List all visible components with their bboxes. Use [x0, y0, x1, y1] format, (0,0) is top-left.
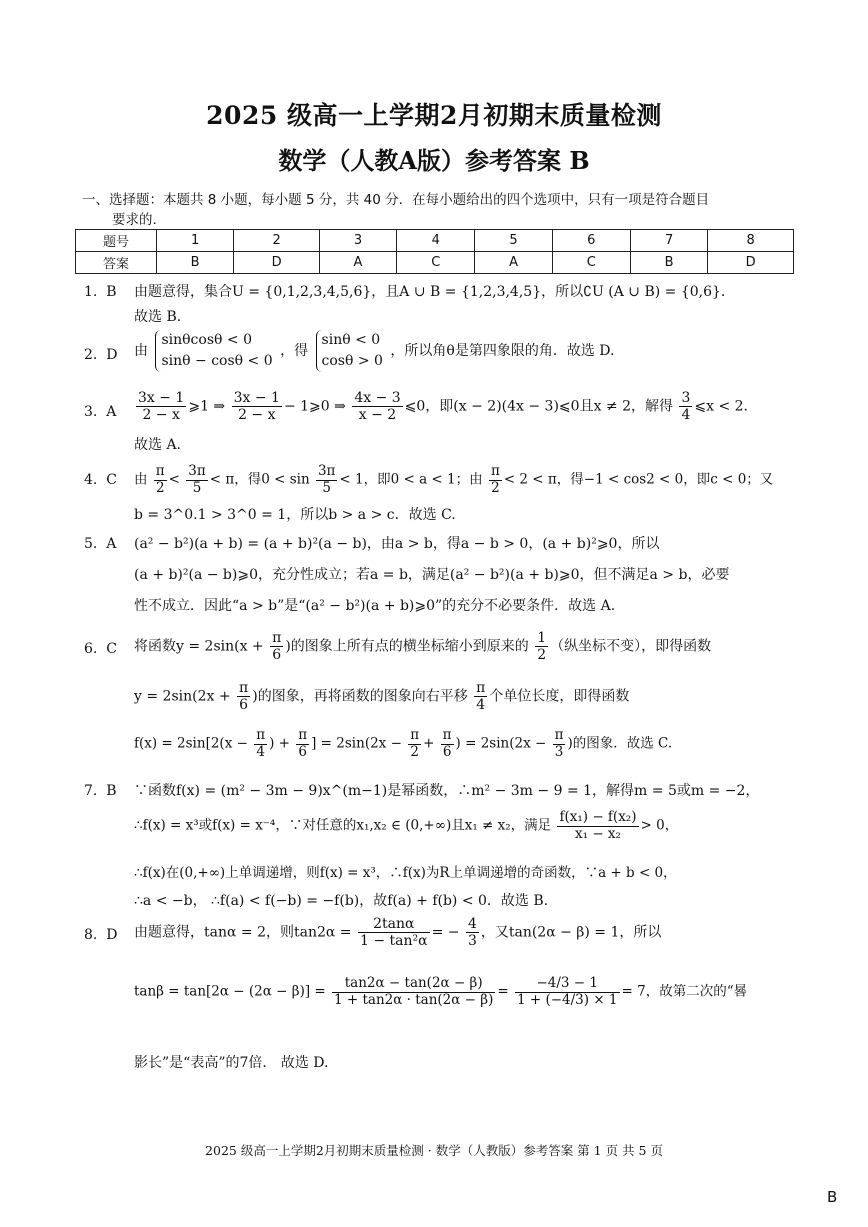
fraction: $\frac{4}{3}$	[467, 916, 477, 950]
solution-line: 性不成立．因此“a > b”是“(a² − b²)(a + b)⩾0”的充分不必要条件．故选 A.	[134, 598, 616, 614]
fraction: $\frac{4x - 3}{x - 2}$	[354, 390, 401, 424]
table-cell: D	[234, 252, 320, 274]
table-cell: A	[319, 252, 396, 274]
table-cell: 5	[475, 230, 552, 252]
table-cell: 6	[552, 230, 630, 252]
fraction: $\frac{1}{2}$	[537, 630, 547, 664]
fraction: $\frac{\pi}{6}$	[442, 727, 452, 760]
corner-mark: B	[827, 1188, 838, 1206]
solution-line: 影长”是“表高”的7倍． 故选 D.	[134, 1055, 329, 1071]
question-7: 7. B ∵函数f(x) = (m² − 3m − 9)x^(m−1)是幂函数，∴m² − 3m − 9 = 1，解得m = 5或m = −2， ∴f(x) = x³或f(x) = x⁻⁴，∵对任意的x₁,x₂ ∈ (0,+∞)且x₁ ≠ x₂，满足 $\frac{\text{f(x₁) − f(x₂)}}{\text{x₁ − x₂}}$ > 0， ∴f(x)在(0,+∞)上单调递增，则f(x) = x³，∴f(x)为R上单调递增的奇函数，∵a + b < 0， ∴a < −b， ∴f(a) < f(−b) = −f(b)，故f(a) + f(b) < 0．故选 B.	[84, 780, 794, 910]
solution-line: 由题意得，集合U = {0,1,2,3,4,5,6}，且A ∪ B = {1,2,3,4,5}，所以∁U (A ∪ B) = {0,6}．	[134, 284, 735, 300]
fraction: $\frac{\pi}{6}$	[298, 727, 308, 760]
question-5	[84, 533, 794, 617]
table-cell: C	[397, 252, 475, 274]
solution-line: ∴f(x)在(0,+∞)上单调递增，则f(x) = x³，∴f(x)为R上单调递增的奇函数，∵a + b < 0，	[134, 865, 677, 881]
page-subtitle: 数学（人教A版）参考答案 B	[278, 146, 590, 175]
fraction: $\frac{\pi}{2}$	[410, 727, 420, 760]
fraction: $\frac{3}{4}$	[681, 390, 691, 424]
fraction: $\frac{\text{f(x₁) − f(x₂)}}{\text{x₁ − x₂}}$	[559, 809, 637, 842]
table-cell: B	[157, 252, 234, 274]
fraction: $\frac{3\pi}{5}$	[317, 463, 336, 496]
question-2: 2. D 由 sinθcosθ < 0 sinθ − cosθ < 0 ，得 sinθ < 0 cosθ > 0 ，所以角θ是第四象限的角．故选 D.	[84, 330, 794, 382]
table-cell: 1	[157, 230, 234, 252]
solution-line: ∵函数f(x) = (m² − 3m − 9)x^(m−1)是幂函数，∴m² − 3m − 9 = 1，解得m = 5或m = −2，	[134, 783, 760, 799]
table-cell: D	[708, 252, 794, 274]
fraction: $\frac{\tan 2\alpha - \tan(2\alpha - \beta)}{1 + \tan 2\alpha \cdot \tan(2\alpha - \beta)}$	[334, 975, 494, 1008]
fraction: $\frac{\pi}{4}$	[256, 727, 266, 760]
section-intro-line2: 要求的.	[112, 212, 157, 228]
solution-line: b = 3^0.1 > 3^0 = 1，所以b > a > c．故选 C.	[134, 507, 456, 523]
fraction: $\frac{3x - 1}{2 - x}$	[233, 390, 280, 424]
question-number: 6. C	[84, 641, 117, 657]
row-label-answer: 答案	[76, 252, 157, 274]
solution-line: (a² − b²)(a + b) = (a + b)²(a − b)，由a > b，得a − b > 0，(a + b)²⩾0，所以	[134, 536, 660, 552]
question-number: 8. D	[84, 927, 118, 943]
question-6: 6. C 将函数y = 2sin(x + $\frac{\pi}{6}$ )的图象上所有点的横坐标缩小到原来的 $\frac{1}{2}$ （纵坐标不变），即得函数 y = 2sin(2x + $\frac{\pi}{6}$ )的图象，再将函数的图象向右平移 $\frac{\pi}{4}$ 个单位长度，即得函数 f(x) = 2sin[2(x − $\frac{\pi}{4}$ ) + $\frac{\pi}{6}$ ] = 2sin(2x − $\frac{\pi}{2}$ + $\frac{\pi}{6}$ ) = 2sin(2x − $\frac{\pi}{3}$ )的图象．故选 C.	[84, 630, 712, 760]
table-cell: 4	[397, 230, 475, 252]
solution-line: ∴a < −b， ∴f(a) < f(−b) = −f(b)，故f(a) + f(b) < 0．故选 B.	[134, 893, 549, 909]
section-intro-line1: 一、选择题：本题共 8 小题，每小题 5 分，共 40 分．在每小题给出的四个选项中，只有一项是符合题目	[82, 192, 710, 208]
fraction: $\frac{\pi}{3}$	[554, 727, 564, 760]
table-cell: 7	[631, 230, 708, 252]
table-cell: C	[552, 252, 630, 274]
table-cell: 3	[319, 230, 396, 252]
page-title: 2025 级高一上学期2月初期末质量检测	[206, 101, 662, 130]
fraction: $\frac{\pi}{6}$	[239, 680, 249, 714]
answer-table-answer-row	[76, 252, 794, 274]
equation-system: sinθcosθ < 0 sinθ − cosθ < 0	[155, 330, 272, 372]
table-cell: B	[631, 252, 708, 274]
row-label-number: 题号	[76, 230, 157, 252]
table-cell: 2	[234, 230, 320, 252]
question-8: 8. D 由题意得，tanα = 2，则tan2α = $\frac{2\tan\alpha}{\text{1 − tan²α}}$ = − $\frac{4}{3}$ ，又tan(2α − β) = 1，所以 tanβ = tan[2α − (2α − β)] = $\frac{\tan 2\alpha - \tan(2\alpha - \beta)}{1 + \tan 2\alpha \cdot \tan(2\alpha - \beta)}$ = $\frac{-4/3 - 1}{1 + (-4/3) \times 1}$ = 7，故第二次的“晷 影长”是“表高”的7倍． 故选 D.	[84, 916, 794, 1076]
solution-line: (a + b)²(a − b)⩾0，充分性成立；若a = b，满足(a² − b²)(a + b)⩾0，但不满足a > b，必要	[134, 567, 730, 583]
fraction: $\frac{3\pi}{5}$	[188, 463, 206, 496]
fraction: $\frac{\pi}{4}$	[476, 680, 486, 714]
question-4: 4. C 由 $\frac{\pi}{2}$ < $\frac{3\pi}{5}$ < π，得0 < sin $\frac{3\pi}{5}$ < 1，即0 < a < 1；由 $\frac{\pi}{2}$ < 2 < π，得−1 < cos2 < 0，即c < 0；又 b = 3^0.1 > 3^0 = 1，所以b > a > c．故选 C.	[84, 464, 794, 526]
table-cell: A	[475, 252, 552, 274]
question-number: 2. D	[84, 347, 118, 363]
fraction: $\frac{\pi}{2}$	[155, 463, 165, 496]
fraction: $\frac{\pi}{6}$	[272, 630, 282, 664]
page-footer: 2025 级高一上学期2月初期末质量检测 · 数学（人教版）参考答案 第 1 页 共 5 页	[205, 1143, 663, 1158]
fraction: $\frac{2\tan\alpha}{\text{1 − tan²α}}$	[359, 916, 428, 950]
equation-system: sinθ < 0 cosθ > 0	[316, 330, 383, 372]
question-number: 5. A	[84, 536, 117, 552]
fraction: $\frac{3x - 1}{2 - x}$	[138, 390, 185, 424]
solution-line: 故选 B.	[134, 309, 182, 325]
answer-table-number-row	[76, 230, 794, 252]
fraction: $\frac{-4/3 - 1}{1 + (-4/3) \times 1}$	[516, 975, 618, 1008]
fraction: $\frac{\pi}{2}$	[490, 463, 500, 496]
answer-table	[75, 229, 794, 274]
question-3: 3. A $\frac{3x - 1}{2 - x}$ ⩾1 ⇒ $\frac{3x - 1}{2 - x}$ − 1⩾0 ⇒ $\frac{4x - 3}{x - 2}$ ⩽0，即(x − 2)(4x − 3)⩽0且x ≠ 2，解得 $\frac{3}{4}$ ⩽x < 2． 故选 A.	[84, 390, 794, 452]
table-cell: 8	[708, 230, 794, 252]
question-1	[84, 281, 794, 331]
solution-line: 故选 A.	[134, 437, 182, 453]
question-number: 1. B	[84, 284, 117, 300]
question-number: 3. A	[84, 404, 117, 420]
question-number: 4. C	[84, 472, 117, 488]
question-number: 7. B	[84, 783, 117, 799]
section-intro	[82, 190, 802, 230]
